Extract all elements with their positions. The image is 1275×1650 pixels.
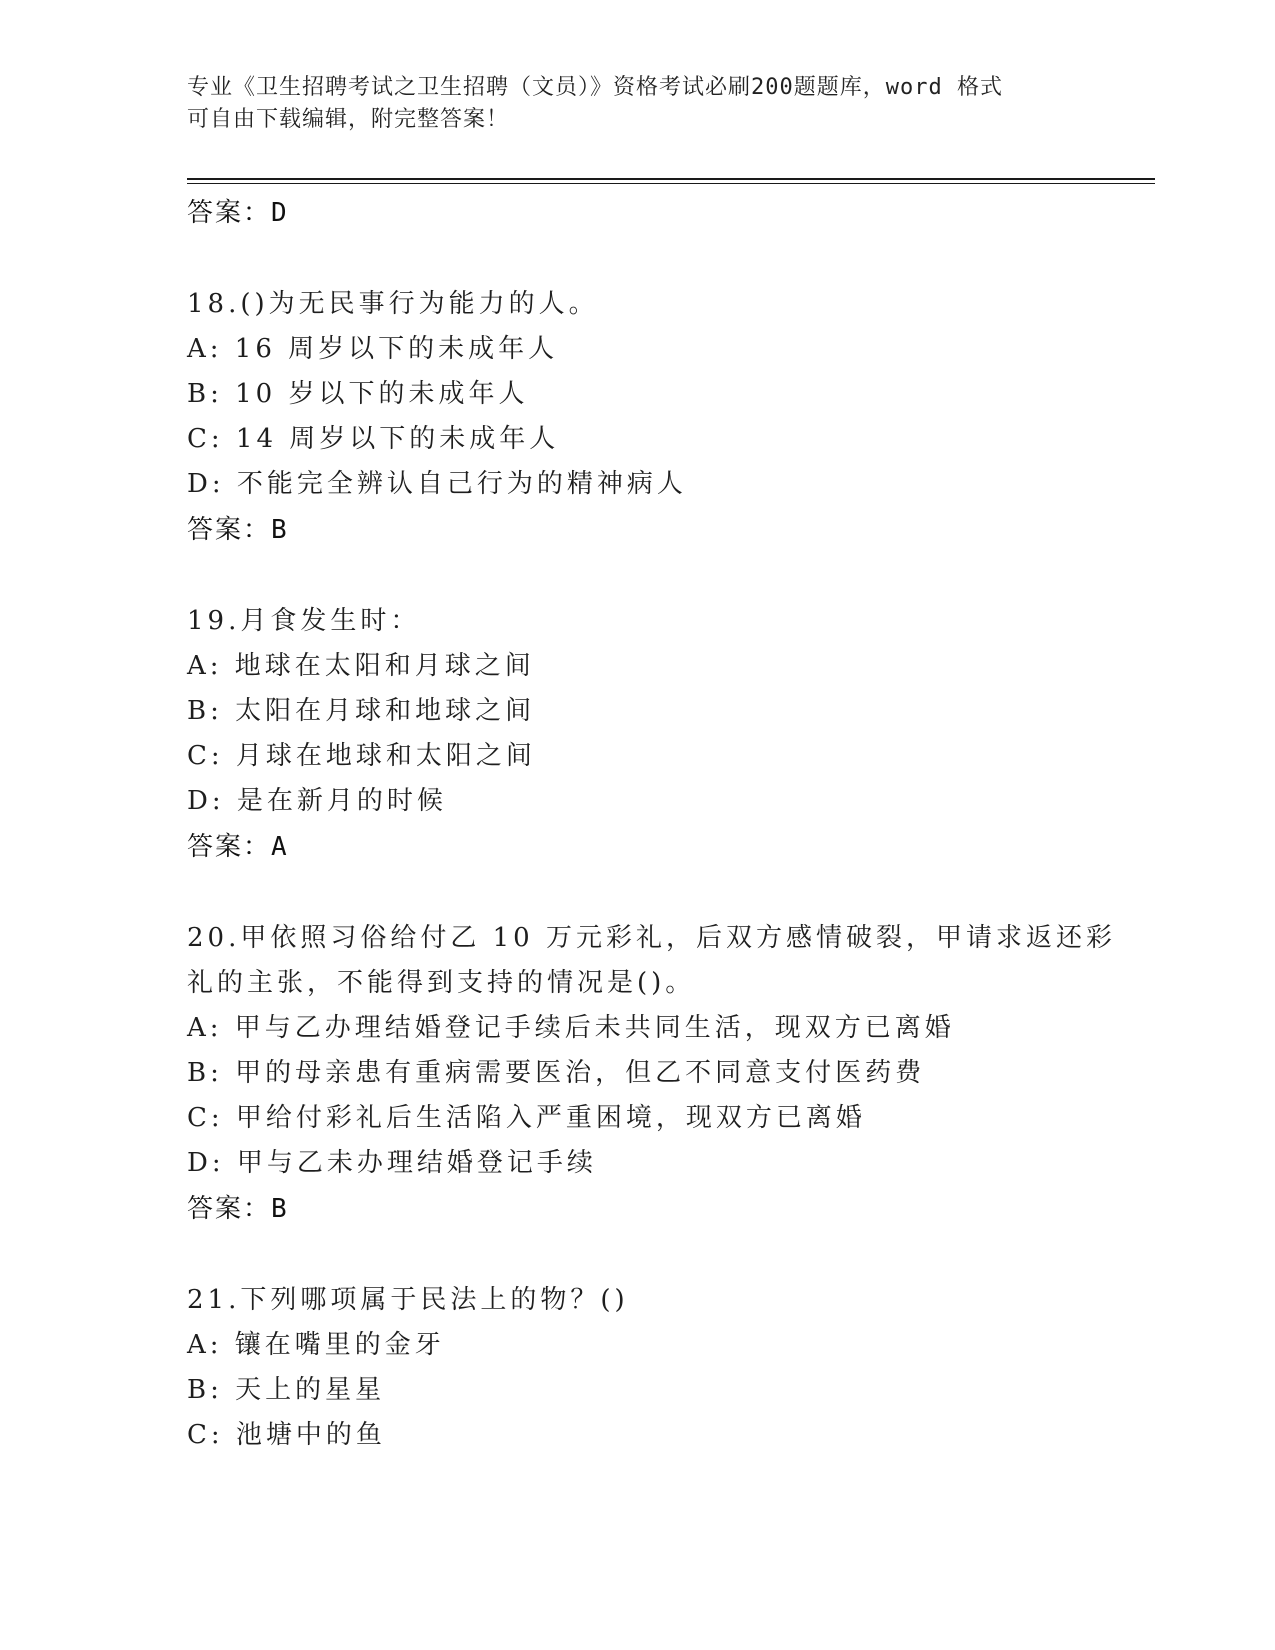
question-number: 20. bbox=[187, 923, 241, 953]
question-number: 21. bbox=[187, 1285, 241, 1315]
question-option: B: 甲的母亲患有重病需要医治，但乙不同意支付医药费 bbox=[187, 1058, 926, 1088]
question-option: C: 池塘中的鱼 bbox=[187, 1420, 386, 1450]
document-header bbox=[187, 72, 1067, 136]
question-stem-text: 月食发生时： bbox=[240, 606, 421, 636]
question-option: D: 甲与乙未办理结婚登记手续 bbox=[187, 1148, 597, 1178]
question-block bbox=[187, 282, 1087, 553]
answer-line bbox=[187, 190, 1087, 236]
answer-line bbox=[187, 1186, 1087, 1232]
question-number: 19. bbox=[187, 606, 241, 636]
answer-label: 答案： bbox=[187, 515, 272, 545]
answer-value: B bbox=[271, 1194, 289, 1224]
question-stem-text: 下列哪项属于民法上的物？() bbox=[240, 1285, 629, 1315]
question-block bbox=[187, 599, 1087, 870]
question-stem bbox=[187, 599, 1087, 644]
question-stem bbox=[187, 916, 1116, 961]
question-option: A: 地球在太阳和月球之间 bbox=[187, 651, 535, 681]
question-option: C: 14 周岁以下的未成年人 bbox=[187, 424, 560, 454]
question-gap bbox=[187, 236, 1087, 282]
questions-container bbox=[187, 236, 1116, 1458]
answer-line bbox=[187, 507, 1087, 553]
question-option: D: 不能完全辨认自己行为的精神病人 bbox=[187, 469, 687, 499]
header-line-2: 可自由下载编辑，附完整答案！ bbox=[187, 107, 510, 132]
question-gap bbox=[187, 1232, 1087, 1278]
question-option: A: 甲与乙办理结婚登记手续后未共同生活，现双方已离婚 bbox=[187, 1013, 955, 1043]
question-option: B: 10 岁以下的未成年人 bbox=[187, 379, 529, 409]
question-gap bbox=[187, 870, 1087, 916]
header-line-1: 专业《卫生招聘考试之卫生招聘（文员）》资格考试必刷200题题库，word 格式 bbox=[187, 75, 1003, 100]
answer-label: 答案： bbox=[187, 198, 272, 228]
header-rule-thick bbox=[187, 178, 1155, 180]
question-stem bbox=[187, 282, 1087, 327]
question-option: D: 是在新月的时候 bbox=[187, 786, 447, 816]
answer-label: 答案： bbox=[187, 832, 272, 862]
question-option: C: 月球在地球和太阳之间 bbox=[187, 741, 536, 771]
header-rule-thin bbox=[187, 183, 1155, 184]
answer-value: D bbox=[271, 198, 289, 228]
question-stem bbox=[187, 1278, 1087, 1323]
question-number: 18. bbox=[187, 289, 241, 319]
answer-value: B bbox=[271, 515, 289, 545]
question-gap bbox=[187, 553, 1087, 599]
question-block bbox=[187, 916, 1116, 1232]
question-list bbox=[187, 190, 1116, 1458]
question-stem-text: 礼的主张，不能得到支持的情况是()。 bbox=[187, 968, 696, 998]
answer-line bbox=[187, 824, 1087, 870]
question-option: B: 太阳在月球和地球之间 bbox=[187, 696, 536, 726]
question-stem-text: 甲依照习俗给付乙 10 万元彩礼，后双方感情破裂，甲请求返还彩 bbox=[240, 923, 1116, 953]
question-option: B: 天上的星星 bbox=[187, 1375, 386, 1405]
question-option: A: 16 周岁以下的未成年人 bbox=[187, 334, 559, 364]
question-stem bbox=[187, 961, 1087, 1006]
question-stem-text: ()为无民事行为能力的人。 bbox=[240, 289, 599, 319]
question-option: A: 镶在嘴里的金牙 bbox=[187, 1330, 445, 1360]
answer-label: 答案： bbox=[187, 1194, 272, 1224]
question-block bbox=[187, 1278, 1087, 1458]
answer-value: A bbox=[271, 832, 289, 862]
question-option: C: 甲给付彩礼后生活陷入严重困境，现双方已离婚 bbox=[187, 1103, 866, 1133]
